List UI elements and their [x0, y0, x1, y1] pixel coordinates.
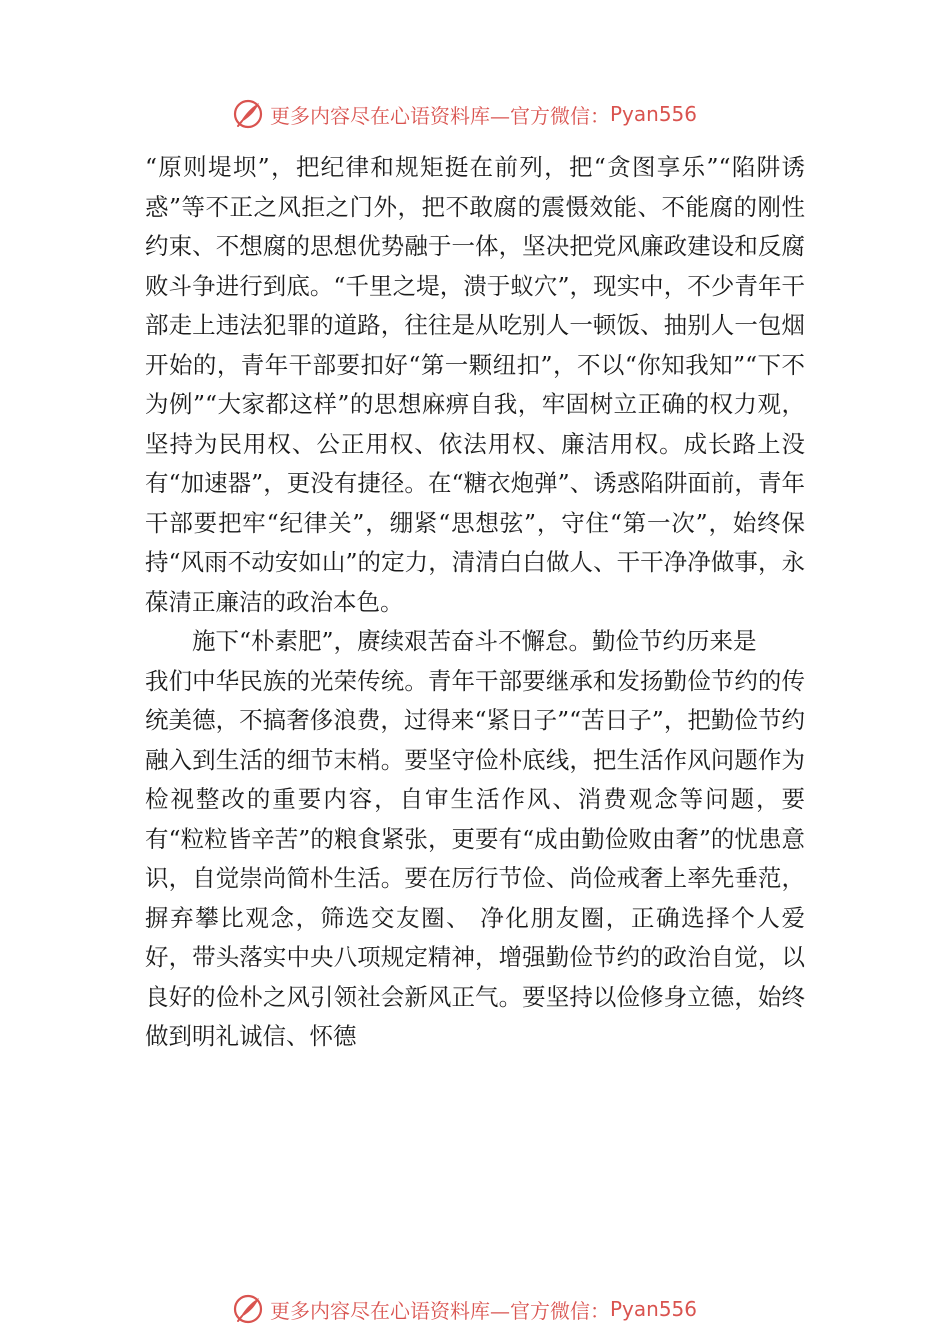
header-wechat-id: Pyan556: [610, 102, 698, 126]
footer-wechat-id: Pyan556: [610, 1297, 698, 1321]
header-banner: [232, 97, 732, 131]
quill-pen-logo-icon: [232, 98, 264, 130]
footer-banner: [232, 1292, 732, 1326]
footer-banner-text: 更多内容尽在心语资料库—官方微信：: [270, 1298, 610, 1323]
paragraph-1: “原则堤坝”，把纪律和规矩挺在前列，把“贪图享乐”“陷阱诱惑”等不正之风拒之门外，把不敢腐的震慑效能、不能腐的刚性约束、不想腐的思想优势融于一体，坚决把党风廉政建设和反腐败斗争进行到底。“千里之堤，溃于蚁穴”，现实中，不少青年干部走上违法犯罪的道路，往往是从吃别人一顿饭、抽别人一包烟开始的，青年干部要扣好“第一颗纽扣”，不以“你知我知”“下不为例”“大家都这样”的思想麻痹自我，牢固树立正确的权力观，坚持为民用权、公正用权、依法用权、廉洁用权。成长路上没有“加速器”，更没有捷径。在“糖衣炮弹”、诱惑陷阱面前，青年干部要把牢“纪律关”，绷紧“思想弦”，守住“第一次”，始终保持“风雨不动安如山”的定力，清清白白做人、干干净净做事，永葆清正廉洁的政治本色。: [145, 153, 805, 616]
header-banner-text: 更多内容尽在心语资料库—官方微信：: [270, 103, 610, 128]
paragraph-2: 施下“朴素肥”，赓续艰苦奋斗不懈怠。勤俭节约历来是: [192, 627, 757, 655]
paragraph-3: 我们中华民族的光荣传统。青年干部要继承和发扬勤俭节约的传统美德，不搞奢侈浪费，过得来“紧日子”“苦日子”，把勤俭节约融入到生活的细节末梢。要坚守俭朴底线，把生活作风问题作为检视整改的重要内容，自审生活作风、消费观念等问题，要有“粒粒皆辛苦”的粮食紧张，更要有“成由勤俭败由奢”的忧患意识，自觉崇尚简朴生活。要在厉行节俭、尚俭戒奢上率先垂范，摒弃攀比观念，筛选交友圈、 净化朋友圈，正确选择个人爱好，带头落实中央八项规定精神，增强勤俭节约的政治自觉，以良好的俭朴之风引领社会新风正气。要坚持以俭修身立德，始终做到明礼诚信、怀德: [145, 666, 805, 1050]
quill-pen-logo-icon: [232, 1293, 264, 1325]
document-body: [145, 148, 805, 1057]
